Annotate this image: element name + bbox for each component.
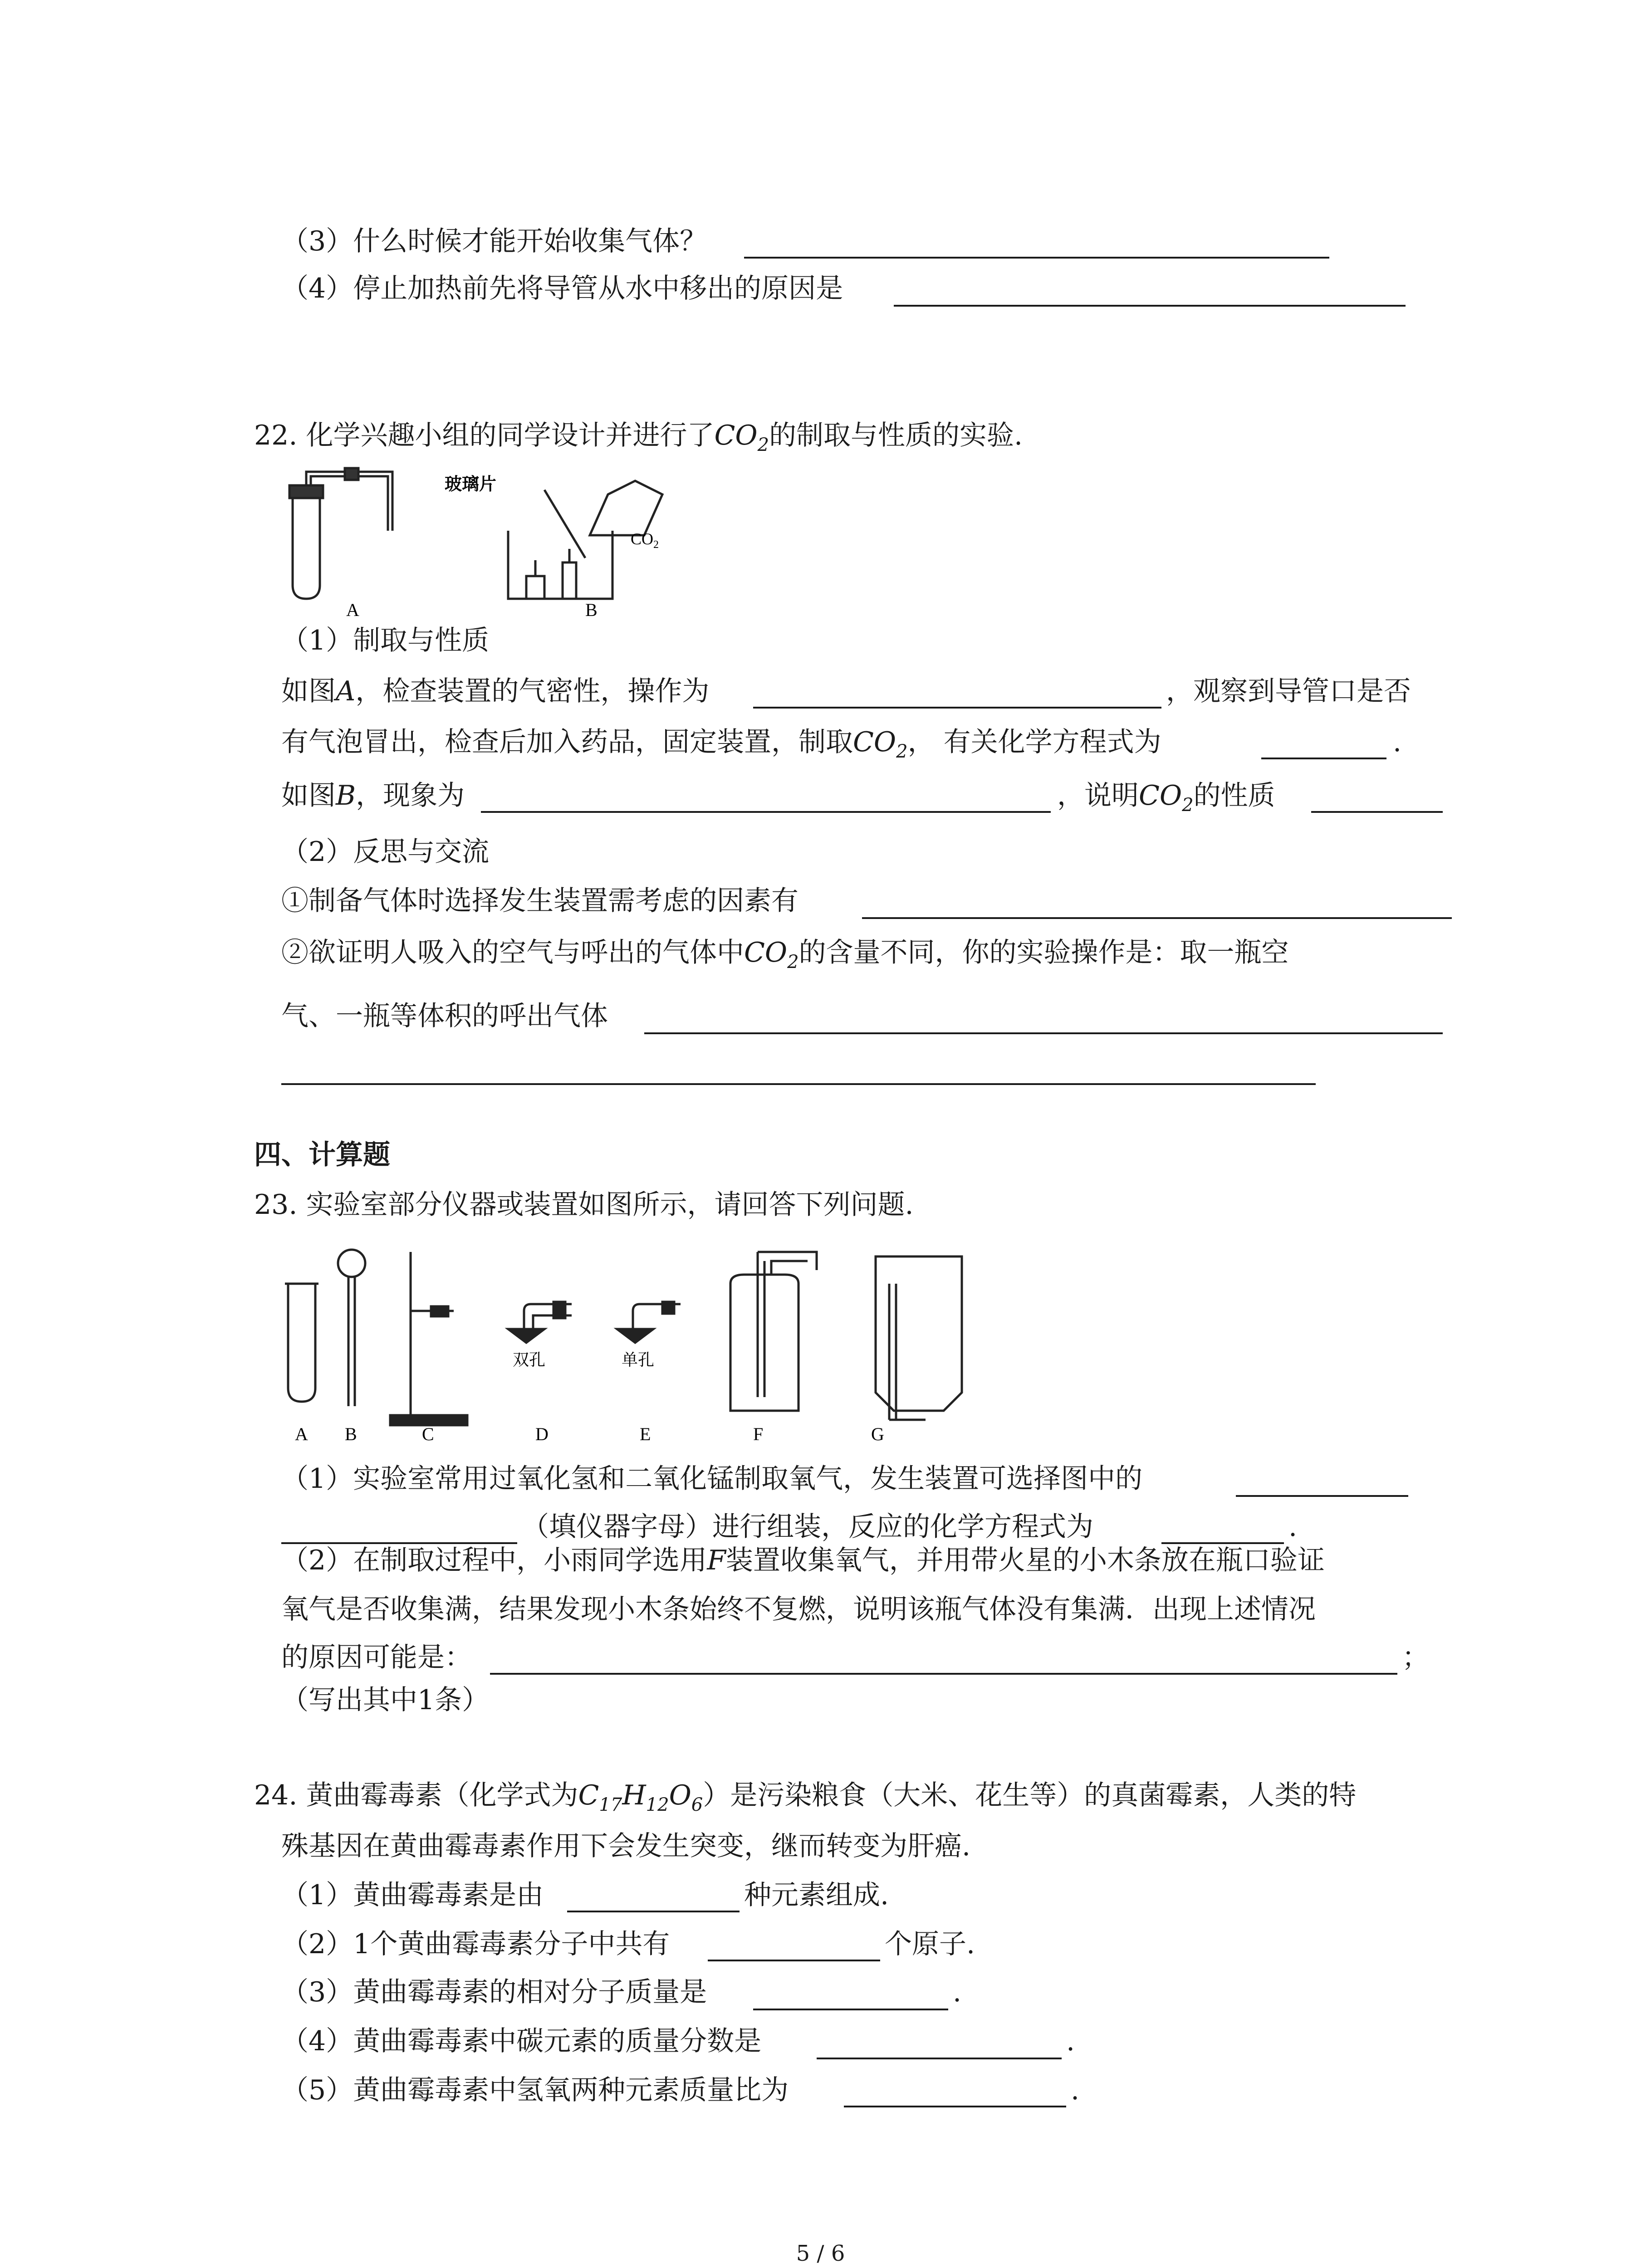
q23-figure-label-e: E <box>640 1424 651 1442</box>
q24-mass-ratio-blank[interactable] <box>844 2106 1066 2107</box>
q22-part1-line1-end: ，观察到导管口是否 <box>1166 675 1411 707</box>
double-hole-stopper-icon <box>508 1302 572 1343</box>
q23-reason-blank[interactable] <box>490 1673 1397 1675</box>
q24-part4: （4）黄曲霉毒素中碳元素的质量分数是 <box>281 2025 762 2057</box>
q24-carbon-fraction-blank[interactable] <box>817 2058 1062 2059</box>
q22-equation-blank[interactable] <box>1261 758 1386 759</box>
q23-figure-label-d: D <box>535 1424 549 1442</box>
q22-figure-label-co2: CO <box>631 530 654 548</box>
q22-part2-item1: ①制备气体时选择发生装置需考虑的因素有 <box>281 885 798 917</box>
q22-stem: 22. 化学兴趣小组的同学设计并进行了$CO_2$的制取与性质的实验. <box>254 420 1023 455</box>
q23-part2-note: （写出其中1条） <box>281 1684 490 1716</box>
q24-part5-end: . <box>1071 2074 1080 2106</box>
q22-part1-line1: 如图A，检查装置的气密性，操作为 <box>281 675 710 707</box>
q23-part1-end: . <box>1288 1511 1298 1543</box>
section-title: 四、计算题 <box>254 1139 390 1171</box>
q23-part2-line3: 的原因可能是： <box>281 1642 472 1673</box>
q23-stem: 23. 实验室部分仪器或装置如图所示，请回答下列问题. <box>254 1189 914 1221</box>
q22-part2-title: （2）反思与交流 <box>281 836 490 868</box>
q22-figure-label-glass-slide: 玻璃片 <box>445 474 497 494</box>
q24-stem: 24. 黄曲霉毒素（化学式为$C_{17}H_{12}O_6$）是污染粮食（大米、花生等）的真菌霉素，人类的特 <box>254 1779 1357 1815</box>
q22-phenomenon-blank[interactable] <box>481 811 1051 813</box>
q23-figure-label-double-hole: 双孔 <box>513 1351 546 1369</box>
q22-part2-item2-cont: 气、一瓶等体积的呼出气体 <box>281 1000 608 1032</box>
q21-part4: （4）停止加热前先将导管从水中移出的原因是 <box>281 273 843 304</box>
q24-elements-blank[interactable] <box>567 1911 740 1912</box>
q24-molecular-mass-blank[interactable] <box>753 2009 948 2010</box>
q21-part3: （3）什么时候才能开始收集气体？ <box>281 225 707 257</box>
page-number: 5 / 6 <box>796 2241 845 2266</box>
q23-part1-cont: （填仪器字母）进行组装，反应的化学方程式为 <box>522 1511 1093 1543</box>
q21-part3-answer-blank[interactable] <box>744 257 1329 259</box>
q22-operation-answer-blank-1[interactable] <box>644 1032 1443 1034</box>
q23-figure-label-a: A <box>295 1424 308 1442</box>
gas-bottle-icon <box>730 1252 817 1411</box>
q23-part2-line1: （2）在制取过程中，小雨同学选用F装置收集氧气，并用带火星的小木条放在瓶口验证 <box>281 1545 1325 1576</box>
q24-part4-end: . <box>1066 2025 1075 2057</box>
q23-figure-label-single-hole: 单孔 <box>622 1351 655 1369</box>
q24-part2-end: 个原子. <box>885 1928 975 1960</box>
q23-figure-label-b: B <box>345 1424 357 1442</box>
q24-part2: （2）1个黄曲霉毒素分子中共有 <box>281 1928 670 1960</box>
q22-factors-blank[interactable] <box>862 917 1452 919</box>
q22-part1-line2-end: . <box>1393 726 1402 758</box>
q23-figure-label-g: G <box>871 1424 884 1442</box>
q24-part1: （1）黄曲霉毒素是由 <box>281 1879 544 1911</box>
inverted-bottle-icon <box>876 1256 962 1420</box>
q23-figure-label-f: F <box>753 1424 764 1442</box>
q24-part5: （5）黄曲霉毒素中氢氧两种元素质量比为 <box>281 2074 789 2106</box>
test-tube-with-bent-tube-icon <box>289 468 392 599</box>
q23-figure-label-c: C <box>422 1424 434 1442</box>
q22-figure-label-b: B <box>585 600 598 620</box>
q22-operation-answer-blank-2[interactable] <box>281 1083 1316 1085</box>
q22-part1-line3: 如图B，现象为 <box>281 780 465 811</box>
q22-part2-item2: ②欲证明人吸入的空气与呼出的气体中$CO_2$的含量不同，你的实验操作是：取一瓶空 <box>281 937 1289 973</box>
test-tube-icon <box>288 1284 315 1402</box>
q23-part2-line2: 氧气是否收集满，结果发现小木条始终不复燃，说明该瓶气体没有集满．出现上述情况 <box>281 1593 1316 1625</box>
q22-property-blank[interactable] <box>1311 811 1443 813</box>
q22-operation-blank[interactable] <box>753 707 1161 709</box>
q22-figure <box>272 463 708 621</box>
q22-figure-label-a: A <box>346 600 359 620</box>
q23-figure <box>272 1243 980 1442</box>
q24-part1-end: 种元素组成. <box>744 1879 889 1911</box>
q22-part1-line3-end: ，说明$CO_2$的性质 <box>1057 780 1275 816</box>
q23-part2-line3-end: ； <box>1402 1642 1429 1673</box>
q23-apparatus-blank-1[interactable] <box>1236 1495 1408 1497</box>
q24-stem-cont: 殊基因在黄曲霉毒素作用下会发生突变，继而转变为肝癌. <box>281 1830 971 1862</box>
svg-text:CO2: $CO_2$ <box>631 530 659 551</box>
q23-part1: （1）实验室常用过氧化氢和二氧化锰制取氧气，发生装置可选择图中的 <box>281 1463 1143 1495</box>
q24-part3: （3）黄曲霉毒素的相对分子质量是 <box>281 1976 707 2008</box>
q22-part1-line2: 有气泡冒出，检查后加入药品，固定装置，制取$CO_2$， 有关化学方程式为 <box>281 726 1161 762</box>
q24-part3-end: . <box>953 1976 962 2008</box>
single-hole-stopper-icon <box>617 1302 681 1343</box>
q24-atoms-blank[interactable] <box>708 1960 880 1961</box>
q22-part1-title: （1）制取与性质 <box>281 625 490 656</box>
funnel-icon <box>338 1250 365 1277</box>
q21-part4-answer-blank[interactable] <box>894 305 1406 307</box>
